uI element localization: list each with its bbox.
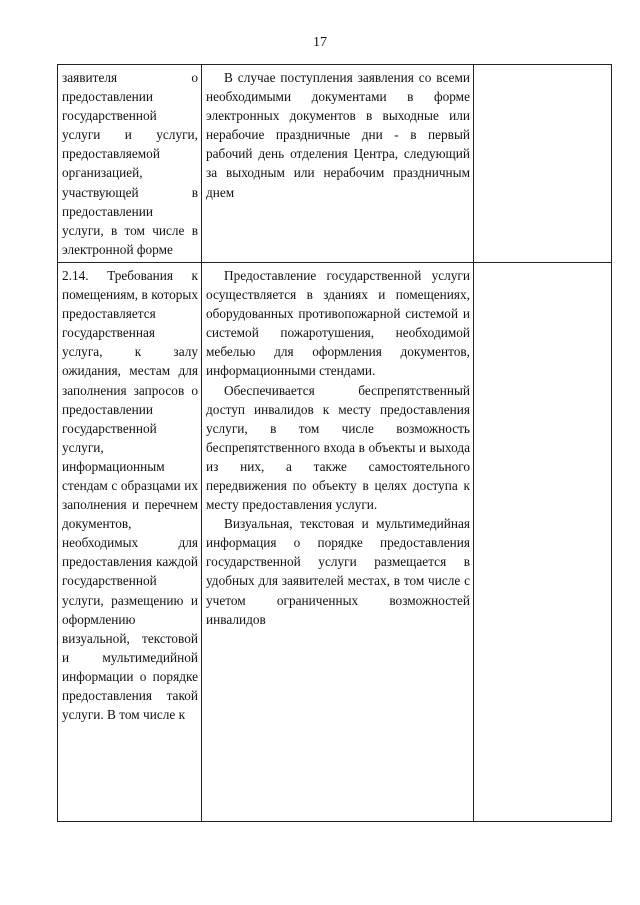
requirement-name-cell bbox=[58, 262, 202, 821]
requirement-content-cell bbox=[202, 262, 474, 821]
requirement-name-text: 2.14. Требования к помещениям, в которых предоставляется государственная услуга, к залу ожидания, местам для заполнения запросов о предоставлении государственной услуги, информационным стендам с образцами их заполнения и перечнем документов, необходимых для предоставления каждой государственной услуги, размещению и оформлению визуальной, текстовой и мультимедийной информации о порядке предоставления такой услуги. В том числе к bbox=[62, 267, 198, 723]
requirement-content-paragraph: В случае поступления заявления со всеми необходимыми документами в форме электронных документов в выходные или нерабочие праздничные дни - в первый рабочий день отделения Центра, следующий за выходным или нерабочим праздничным днем bbox=[206, 70, 470, 200]
requirement-content-paragraph: Обеспечивается беспрепятственный доступ инвалидов к месту предоставления услуги, в том числе возможность беспрепятственного входа в объекты и выхода из них, а также самостоятельного передвижения по объекту в целях доступа к месту предоставления услуги. bbox=[206, 382, 470, 513]
empty-cell bbox=[474, 65, 612, 263]
requirement-content-cell bbox=[202, 65, 474, 263]
table-row bbox=[58, 65, 612, 263]
regulation-table bbox=[57, 64, 612, 822]
page-number: 17 bbox=[313, 35, 327, 50]
requirement-name-text: заявителя о предоставлении государственной услуги и услуги, предоставляемой организацией, участвующей в предоставлении услуги, в том числе в электронной форме bbox=[62, 70, 198, 257]
requirement-content-paragraph: Предоставление государственной услуги осуществляется в зданиях и помещениях, оборудованных противопожарной системой и системой пожаротушения, необходимой мебелью для оформления документов, информационными стендами. bbox=[206, 267, 470, 379]
requirement-content-paragraph: Визуальная, текстовая и мультимедийная информация о порядке предоставления государственной услуги размещается в удобных для заявителей местах, в том числе с учетом ограниченных возможностей инвалидов bbox=[206, 516, 470, 627]
table-row bbox=[58, 262, 612, 821]
requirement-name-cell bbox=[58, 65, 202, 263]
empty-cell bbox=[474, 262, 612, 821]
